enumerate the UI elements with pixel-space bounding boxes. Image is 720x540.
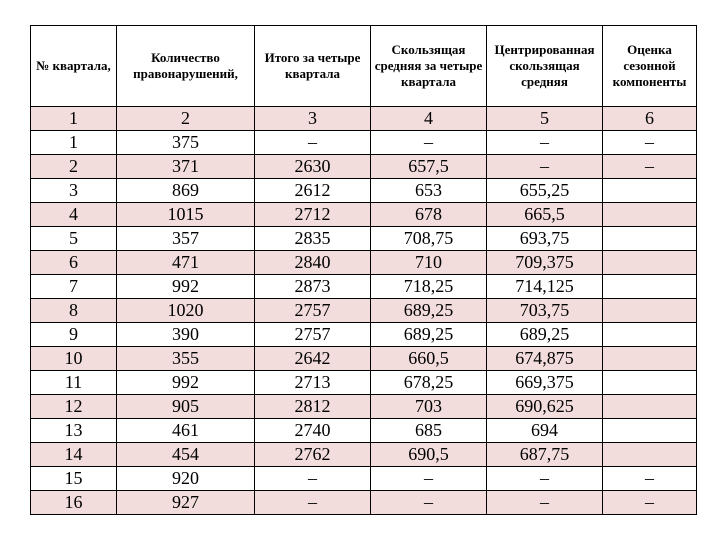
cell-offense-count: 992 — [117, 275, 255, 299]
cell-offense-count: 461 — [117, 419, 255, 443]
header-centered-moving-average: Центрированная скользящая средняя — [487, 26, 603, 107]
cell-centered-moving-average: 674,875 — [487, 347, 603, 371]
table-row — [31, 467, 697, 491]
table-row — [31, 491, 697, 515]
cell-moving-average: 718,25 — [371, 275, 487, 299]
cell-four-quarter-total: 2812 — [255, 395, 371, 419]
table-row — [31, 275, 697, 299]
cell-four-quarter-total: 3 — [255, 107, 371, 131]
cell-seasonal-estimate — [603, 323, 697, 347]
cell-offense-count: 471 — [117, 251, 255, 275]
cell-quarter-number: 14 — [31, 443, 117, 467]
cell-quarter-number: 12 — [31, 395, 117, 419]
cell-moving-average: – — [371, 467, 487, 491]
cell-four-quarter-total: – — [255, 467, 371, 491]
cell-seasonal-estimate — [603, 419, 697, 443]
header-quarter-number: № квартала, — [31, 26, 117, 107]
table-row — [31, 371, 697, 395]
cell-quarter-number: 15 — [31, 467, 117, 491]
cell-centered-moving-average: 694 — [487, 419, 603, 443]
cell-moving-average: 657,5 — [371, 155, 487, 179]
table-row — [31, 419, 697, 443]
header-seasonal-estimate: Оценка сезонной компоненты — [603, 26, 697, 107]
cell-moving-average: 660,5 — [371, 347, 487, 371]
cell-offense-count: 905 — [117, 395, 255, 419]
cell-centered-moving-average: 690,625 — [487, 395, 603, 419]
cell-quarter-number: 4 — [31, 203, 117, 227]
cell-centered-moving-average: – — [487, 467, 603, 491]
cell-centered-moving-average: 665,5 — [487, 203, 603, 227]
cell-moving-average: – — [371, 491, 487, 515]
cell-seasonal-estimate: – — [603, 491, 697, 515]
cell-four-quarter-total: 2835 — [255, 227, 371, 251]
cell-seasonal-estimate: – — [603, 131, 697, 155]
cell-four-quarter-total: 2840 — [255, 251, 371, 275]
cell-centered-moving-average: 714,125 — [487, 275, 603, 299]
cell-offense-count: 1020 — [117, 299, 255, 323]
cell-seasonal-estimate: 6 — [603, 107, 697, 131]
cell-offense-count: 357 — [117, 227, 255, 251]
header-four-quarter-total: Итого за четыре квартала — [255, 26, 371, 107]
cell-centered-moving-average: 703,75 — [487, 299, 603, 323]
cell-moving-average: 689,25 — [371, 299, 487, 323]
header-row — [31, 26, 697, 107]
cell-centered-moving-average: 655,25 — [487, 179, 603, 203]
cell-four-quarter-total: 2713 — [255, 371, 371, 395]
cell-centered-moving-average: 669,375 — [487, 371, 603, 395]
cell-offense-count: 390 — [117, 323, 255, 347]
cell-offense-count: 375 — [117, 131, 255, 155]
cell-quarter-number: 16 — [31, 491, 117, 515]
cell-centered-moving-average: 689,25 — [487, 323, 603, 347]
cell-offense-count: 920 — [117, 467, 255, 491]
cell-quarter-number: 1 — [31, 131, 117, 155]
cell-offense-count: 454 — [117, 443, 255, 467]
cell-seasonal-estimate: – — [603, 155, 697, 179]
table-row — [31, 107, 697, 131]
cell-centered-moving-average: 5 — [487, 107, 603, 131]
table-row — [31, 227, 697, 251]
cell-centered-moving-average: – — [487, 155, 603, 179]
cell-quarter-number: 2 — [31, 155, 117, 179]
cell-four-quarter-total: – — [255, 491, 371, 515]
cell-quarter-number: 13 — [31, 419, 117, 443]
header-offense-count: Количество правонарушений, — [117, 26, 255, 107]
table-row — [31, 131, 697, 155]
cell-quarter-number: 3 — [31, 179, 117, 203]
cell-moving-average: 653 — [371, 179, 487, 203]
table-body — [31, 107, 697, 515]
cell-centered-moving-average: 709,375 — [487, 251, 603, 275]
cell-offense-count: 371 — [117, 155, 255, 179]
cell-centered-moving-average: 693,75 — [487, 227, 603, 251]
cell-quarter-number: 7 — [31, 275, 117, 299]
cell-centered-moving-average: 687,75 — [487, 443, 603, 467]
cell-offense-count: 355 — [117, 347, 255, 371]
cell-seasonal-estimate — [603, 443, 697, 467]
cell-moving-average: 4 — [371, 107, 487, 131]
cell-quarter-number: 8 — [31, 299, 117, 323]
cell-seasonal-estimate — [603, 371, 697, 395]
table-row — [31, 323, 697, 347]
cell-offense-count: 2 — [117, 107, 255, 131]
cell-moving-average: 708,75 — [371, 227, 487, 251]
cell-moving-average: 685 — [371, 419, 487, 443]
cell-moving-average: 689,25 — [371, 323, 487, 347]
cell-seasonal-estimate — [603, 299, 697, 323]
table-row — [31, 179, 697, 203]
cell-seasonal-estimate — [603, 347, 697, 371]
cell-seasonal-estimate — [603, 203, 697, 227]
cell-moving-average: 710 — [371, 251, 487, 275]
cell-four-quarter-total: 2630 — [255, 155, 371, 179]
table-row — [31, 155, 697, 179]
cell-quarter-number: 5 — [31, 227, 117, 251]
cell-four-quarter-total: 2642 — [255, 347, 371, 371]
cell-quarter-number: 11 — [31, 371, 117, 395]
cell-seasonal-estimate — [603, 227, 697, 251]
cell-four-quarter-total: 2712 — [255, 203, 371, 227]
cell-four-quarter-total: 2762 — [255, 443, 371, 467]
cell-four-quarter-total: 2757 — [255, 323, 371, 347]
cell-quarter-number: 6 — [31, 251, 117, 275]
cell-offense-count: 992 — [117, 371, 255, 395]
cell-quarter-number: 1 — [31, 107, 117, 131]
header-moving-average: Скользящая средняя за четыре квартала — [371, 26, 487, 107]
cell-centered-moving-average: – — [487, 491, 603, 515]
cell-moving-average: 678 — [371, 203, 487, 227]
cell-seasonal-estimate: – — [603, 467, 697, 491]
cell-quarter-number: 9 — [31, 323, 117, 347]
cell-moving-average: 690,5 — [371, 443, 487, 467]
table-row — [31, 203, 697, 227]
table-row — [31, 347, 697, 371]
cell-offense-count: 927 — [117, 491, 255, 515]
cell-offense-count: 1015 — [117, 203, 255, 227]
cell-seasonal-estimate — [603, 395, 697, 419]
cell-four-quarter-total: – — [255, 131, 371, 155]
table-row — [31, 299, 697, 323]
cell-moving-average: 678,25 — [371, 371, 487, 395]
table-row — [31, 443, 697, 467]
cell-four-quarter-total: 2740 — [255, 419, 371, 443]
cell-seasonal-estimate — [603, 179, 697, 203]
cell-moving-average: 703 — [371, 395, 487, 419]
table-row — [31, 251, 697, 275]
table-row — [31, 395, 697, 419]
cell-four-quarter-total: 2612 — [255, 179, 371, 203]
quarterly-offenses-table — [30, 25, 697, 515]
cell-offense-count: 869 — [117, 179, 255, 203]
cell-quarter-number: 10 — [31, 347, 117, 371]
cell-moving-average: – — [371, 131, 487, 155]
cell-seasonal-estimate — [603, 275, 697, 299]
cell-four-quarter-total: 2757 — [255, 299, 371, 323]
cell-seasonal-estimate — [603, 251, 697, 275]
cell-four-quarter-total: 2873 — [255, 275, 371, 299]
cell-centered-moving-average: – — [487, 131, 603, 155]
